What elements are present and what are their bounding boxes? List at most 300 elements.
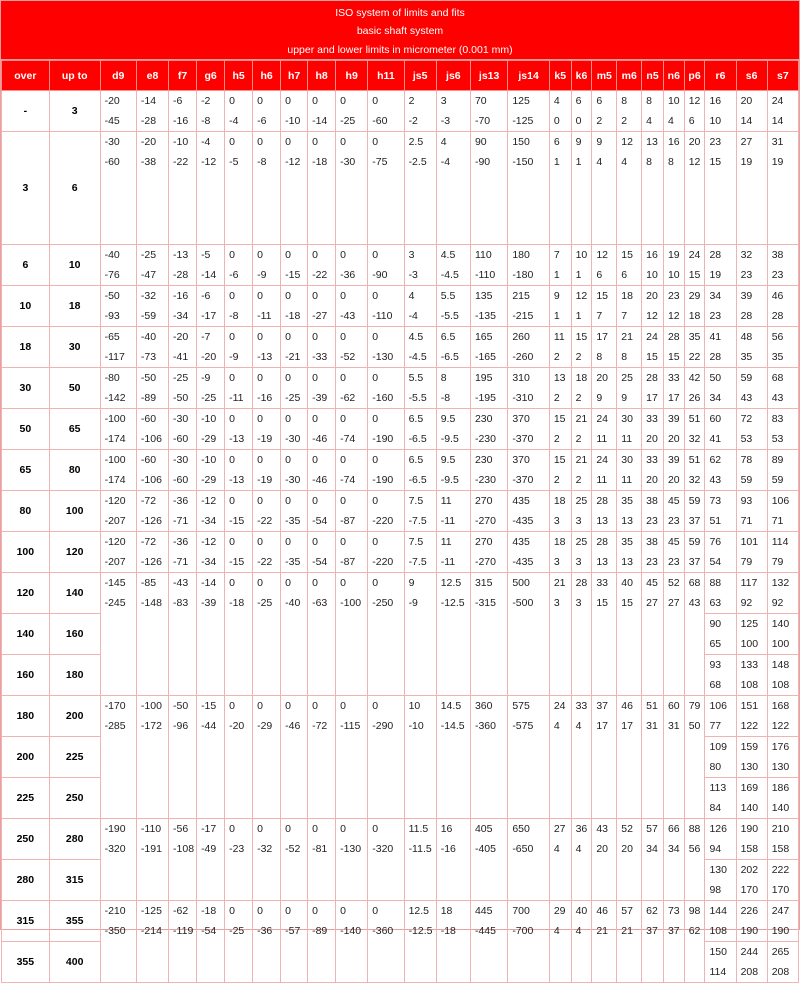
- upper-limit: -50: [140, 372, 157, 384]
- upper-limit: 405: [474, 823, 493, 835]
- cell-n6: [663, 450, 684, 491]
- upper-limit: 24: [596, 454, 609, 466]
- cell-f7: [169, 450, 197, 491]
- upper-limit: -170: [104, 700, 126, 712]
- upper-limit: 12: [575, 290, 588, 302]
- cell-js13: [470, 450, 507, 491]
- cell-h6: [253, 696, 281, 819]
- upper-limit: 15: [596, 290, 609, 302]
- lower-limit: 6: [621, 269, 628, 281]
- upper-limit: -14: [140, 95, 157, 107]
- cell-h8: [308, 245, 336, 286]
- cell-s6: [736, 860, 767, 901]
- upper-limit: 244: [740, 946, 759, 958]
- lower-limit: -3: [440, 115, 451, 127]
- lower-limit: 92: [771, 597, 784, 609]
- lower-limit: -12: [285, 156, 301, 168]
- lower-limit: 43: [709, 474, 722, 486]
- upper-limit: 148: [771, 659, 790, 671]
- size-up-to: 65: [49, 409, 100, 450]
- upper-limit: 10: [575, 249, 588, 261]
- upper-limit: 0: [372, 95, 379, 107]
- cell-m6: [617, 901, 642, 983]
- upper-limit: 0: [285, 536, 291, 548]
- lower-limit: 14: [740, 115, 753, 127]
- upper-limit: 0: [229, 536, 235, 548]
- upper-limit: -16: [173, 290, 189, 302]
- cell-r6: [705, 327, 736, 368]
- lower-limit: -46: [312, 433, 328, 445]
- lower-limit: -135: [474, 310, 496, 322]
- upper-limit: 0: [257, 290, 263, 302]
- size-over: 315: [2, 901, 50, 942]
- lower-limit: -270: [474, 515, 496, 527]
- cell-h8: [308, 532, 336, 573]
- lower-limit: 4: [667, 115, 674, 127]
- cell-h5: [225, 573, 253, 696]
- cell-h5: [225, 450, 253, 491]
- lower-limit: 1: [575, 156, 582, 168]
- size-over: -: [2, 91, 50, 132]
- upper-limit: 16: [709, 95, 722, 107]
- lower-limit: 62: [688, 925, 701, 937]
- lower-limit: 11: [621, 474, 633, 486]
- upper-limit: 126: [709, 823, 727, 835]
- lower-limit: 114: [709, 966, 727, 978]
- upper-limit: -13: [173, 249, 189, 261]
- cell-h6: [253, 132, 281, 245]
- cell-k6: [571, 327, 592, 368]
- cell-m5: [592, 573, 617, 696]
- lower-limit: 43: [740, 392, 753, 404]
- lower-limit: 190: [771, 925, 790, 937]
- upper-limit: 20: [646, 290, 658, 302]
- lower-limit: 23: [667, 515, 680, 527]
- size-up-to: 3: [49, 91, 100, 132]
- lower-limit: 37: [667, 925, 680, 937]
- cell-n6: [663, 286, 684, 327]
- cell-js5: [404, 450, 436, 491]
- cell-p6: [684, 450, 705, 491]
- cell-p6: [684, 573, 705, 696]
- col-header-up-to: up to: [49, 61, 100, 91]
- upper-limit: 140: [771, 618, 790, 630]
- lower-limit: -10: [285, 115, 301, 127]
- lower-limit: -29: [257, 720, 273, 732]
- table-title: [1, 1, 799, 60]
- lower-limit: -87: [340, 515, 356, 527]
- lower-limit: 15: [621, 597, 633, 609]
- cell-js13: [470, 286, 507, 327]
- cell-g6: [197, 368, 225, 409]
- lower-limit: 108: [771, 679, 790, 691]
- lower-limit: 4: [596, 156, 603, 168]
- lower-limit: -8: [201, 115, 211, 127]
- cell-r6: [705, 573, 736, 614]
- lower-limit: 9: [596, 392, 603, 404]
- upper-limit: 93: [709, 659, 722, 671]
- cell-m5: [592, 327, 617, 368]
- lower-limit: 8: [596, 351, 603, 363]
- lower-limit: 2: [575, 351, 582, 363]
- cell-js14: [508, 132, 550, 245]
- upper-limit: -2: [201, 95, 211, 107]
- lower-limit: 2: [596, 115, 603, 127]
- lower-limit: 28: [771, 310, 784, 322]
- cell-n6: [663, 409, 684, 450]
- col-header-h11: h11: [368, 61, 404, 91]
- upper-limit: 125: [740, 618, 759, 630]
- cell-m5: [592, 819, 617, 901]
- lower-limit: 23: [709, 310, 722, 322]
- upper-limit: 38: [646, 536, 658, 548]
- cell-p6: [684, 286, 705, 327]
- lower-limit: -18: [229, 597, 245, 609]
- cell-s7: [767, 245, 798, 286]
- upper-limit: 21: [621, 331, 633, 343]
- upper-limit: 265: [771, 946, 790, 958]
- upper-limit: -72: [140, 495, 157, 507]
- upper-limit: -60: [140, 413, 157, 425]
- upper-limit: 6.5: [408, 454, 424, 466]
- cell-js13: [470, 368, 507, 409]
- lower-limit: -142: [104, 392, 126, 404]
- cell-m6: [617, 573, 642, 696]
- lower-limit: -33: [312, 351, 328, 363]
- lower-limit: -54: [312, 515, 328, 527]
- upper-limit: 0: [340, 577, 346, 589]
- cell-js13: [470, 573, 507, 696]
- upper-limit: 29: [553, 905, 566, 917]
- cell-m5: [592, 91, 617, 132]
- upper-limit: 0: [312, 495, 318, 507]
- lower-limit: 4: [575, 720, 582, 732]
- cell-js5: [404, 368, 436, 409]
- upper-limit: 0: [340, 95, 346, 107]
- cell-f7: [169, 573, 197, 696]
- upper-limit: 98: [688, 905, 701, 917]
- lower-limit: -285: [104, 720, 126, 732]
- upper-limit: 60: [709, 413, 722, 425]
- upper-limit: -80: [104, 372, 120, 384]
- cell-js6: [436, 491, 470, 532]
- col-header-p6: p6: [684, 61, 705, 91]
- cell-s6: [736, 532, 767, 573]
- cell-js14: [508, 573, 550, 696]
- upper-limit: 0: [312, 454, 318, 466]
- cell-g6: [197, 327, 225, 368]
- cell-h5: [225, 368, 253, 409]
- cell-r6: [705, 450, 736, 491]
- cell-s6: [736, 450, 767, 491]
- cell-p6: [684, 409, 705, 450]
- upper-limit: 0: [257, 905, 263, 917]
- upper-limit: 35: [621, 495, 633, 507]
- lower-limit: -46: [285, 720, 301, 732]
- lower-limit: -245: [104, 597, 126, 609]
- upper-limit: 0: [340, 823, 346, 835]
- cell-h7: [281, 819, 308, 901]
- lower-limit: -14.5: [440, 720, 465, 732]
- lower-limit: -10: [408, 720, 424, 732]
- cell-k5: [549, 532, 571, 573]
- upper-limit: 32: [740, 249, 753, 261]
- cell-n6: [663, 91, 684, 132]
- lower-limit: 56: [688, 843, 701, 855]
- upper-limit: 310: [512, 372, 530, 384]
- size-over: 355: [2, 942, 50, 983]
- lower-limit: 22: [688, 351, 701, 363]
- upper-limit: 59: [688, 495, 701, 507]
- lower-limit: -215: [512, 310, 534, 322]
- lower-limit: -89: [312, 925, 328, 937]
- cell-g6: [197, 573, 225, 696]
- upper-limit: 4.5: [440, 249, 456, 261]
- lower-limit: 170: [740, 884, 759, 896]
- cell-s6: [736, 132, 767, 245]
- lower-limit: -22: [257, 515, 273, 527]
- cell-h6: [253, 327, 281, 368]
- upper-limit: 45: [646, 577, 658, 589]
- cell-m5: [592, 409, 617, 450]
- lower-limit: -35: [285, 556, 301, 568]
- upper-limit: 40: [575, 905, 588, 917]
- upper-limit: 9: [575, 136, 582, 148]
- cell-s7: [767, 696, 798, 737]
- lower-limit: 10: [709, 115, 722, 127]
- cell-f7: [169, 696, 197, 819]
- lower-limit: 37: [688, 556, 701, 568]
- lower-limit: 92: [740, 597, 753, 609]
- lower-limit: 3: [553, 556, 560, 568]
- upper-limit: 24: [688, 249, 701, 261]
- size-over: 65: [2, 450, 50, 491]
- upper-limit: 30: [621, 454, 633, 466]
- upper-limit: 59: [688, 536, 701, 548]
- lower-limit: -93: [104, 310, 120, 322]
- cell-n5: [642, 532, 664, 573]
- upper-limit: 25: [575, 536, 588, 548]
- upper-limit: -36: [173, 495, 189, 507]
- upper-limit: 93: [740, 495, 753, 507]
- lower-limit: -11: [440, 556, 456, 568]
- cell-h9: [336, 327, 368, 368]
- upper-limit: 144: [709, 905, 727, 917]
- cell-h9: [336, 245, 368, 286]
- cell-js13: [470, 491, 507, 532]
- lower-limit: -350: [104, 925, 126, 937]
- lower-limit: 1: [575, 269, 582, 281]
- col-header-over: over: [2, 61, 50, 91]
- upper-limit: 12.5: [440, 577, 462, 589]
- cell-s6: [736, 942, 767, 983]
- cell-js5: [404, 819, 436, 901]
- upper-limit: 0: [312, 331, 318, 343]
- lower-limit: -6: [229, 269, 239, 281]
- lower-limit: 11: [596, 433, 608, 445]
- cell-m6: [617, 491, 642, 532]
- size-over: 180: [2, 696, 50, 737]
- upper-limit: 89: [771, 454, 784, 466]
- upper-limit: -10: [201, 454, 217, 466]
- upper-limit: 0: [229, 905, 235, 917]
- cell-js6: [436, 819, 470, 901]
- size-over: 200: [2, 737, 50, 778]
- cell-js13: [470, 696, 507, 819]
- lower-limit: -30: [285, 474, 301, 486]
- upper-limit: 260: [512, 331, 530, 343]
- upper-limit: -30: [173, 454, 189, 466]
- cell-n6: [663, 491, 684, 532]
- upper-limit: -60: [140, 454, 157, 466]
- size-up-to: 180: [49, 655, 100, 696]
- lower-limit: -6.5: [408, 433, 427, 445]
- lower-limit: -22: [312, 269, 328, 281]
- cell-p6: [684, 368, 705, 409]
- cell-r6: [705, 91, 736, 132]
- cell-e8: [136, 491, 168, 532]
- lower-limit: -25: [257, 597, 273, 609]
- lower-limit: 130: [771, 761, 790, 773]
- size-up-to: 400: [49, 942, 100, 983]
- upper-limit: 24: [771, 95, 784, 107]
- cell-n5: [642, 901, 664, 983]
- lower-limit: -52: [340, 351, 356, 363]
- cell-js14: [508, 286, 550, 327]
- upper-limit: 0: [340, 413, 346, 425]
- upper-limit: 7: [553, 249, 560, 261]
- lower-limit: -174: [104, 474, 126, 486]
- cell-h8: [308, 132, 336, 245]
- upper-limit: 8: [646, 95, 652, 107]
- cell-js14: [508, 532, 550, 573]
- size-up-to: 355: [49, 901, 100, 942]
- cell-e8: [136, 532, 168, 573]
- upper-limit: 79: [688, 700, 701, 712]
- lower-limit: -110: [474, 269, 496, 281]
- lower-limit: -39: [312, 392, 328, 404]
- cell-h9: [336, 491, 368, 532]
- lower-limit: 12: [688, 156, 701, 168]
- upper-limit: 0: [372, 454, 379, 466]
- upper-limit: 50: [709, 372, 722, 384]
- col-header-k6: k6: [571, 61, 592, 91]
- lower-limit: 20: [667, 433, 680, 445]
- upper-limit: -20: [104, 95, 120, 107]
- cell-s7: [767, 132, 798, 245]
- upper-limit: 0: [372, 495, 379, 507]
- lower-limit: -106: [140, 433, 162, 445]
- lower-limit: 54: [709, 556, 722, 568]
- lower-limit: -25: [285, 392, 301, 404]
- lower-limit: -126: [140, 556, 162, 568]
- cell-s7: [767, 91, 798, 132]
- cell-s7: [767, 532, 798, 573]
- upper-limit: 0: [257, 454, 263, 466]
- cell-p6: [684, 491, 705, 532]
- lower-limit: -190: [372, 474, 394, 486]
- lower-limit: 4: [553, 843, 560, 855]
- cell-js13: [470, 132, 507, 245]
- upper-limit: 270: [474, 495, 493, 507]
- lower-limit: -214: [140, 925, 162, 937]
- cell-r6: [705, 614, 736, 655]
- upper-limit: 106: [771, 495, 790, 507]
- upper-limit: -100: [104, 413, 126, 425]
- lower-limit: 79: [740, 556, 753, 568]
- upper-limit: 12: [688, 95, 701, 107]
- cell-h11: [368, 132, 404, 245]
- lower-limit: 140: [771, 802, 790, 814]
- upper-limit: 0: [229, 413, 235, 425]
- size-over: 18: [2, 327, 50, 368]
- cell-k6: [571, 491, 592, 532]
- title-line-3: upper and lower limits in micrometer (0.001 mm): [287, 43, 513, 56]
- cell-g6: [197, 696, 225, 819]
- cell-s7: [767, 942, 798, 983]
- upper-limit: 0: [229, 95, 235, 107]
- upper-limit: 39: [740, 290, 753, 302]
- lower-limit: -6: [257, 115, 267, 127]
- lower-limit: 2: [621, 115, 628, 127]
- upper-limit: -6: [173, 95, 183, 107]
- upper-limit: -17: [201, 823, 217, 835]
- lower-limit: 37: [646, 925, 658, 937]
- cell-h5: [225, 491, 253, 532]
- lower-limit: -29: [201, 433, 217, 445]
- upper-limit: 0: [229, 136, 235, 148]
- lower-limit: -5.5: [408, 392, 427, 404]
- lower-limit: 23: [667, 556, 680, 568]
- cell-js14: [508, 245, 550, 286]
- cell-h6: [253, 901, 281, 983]
- cell-s6: [736, 696, 767, 737]
- lower-limit: -575: [512, 720, 534, 732]
- upper-limit: 5.5: [408, 372, 424, 384]
- cell-js14: [508, 368, 550, 409]
- upper-limit: 14.5: [440, 700, 462, 712]
- lower-limit: -23: [229, 843, 245, 855]
- lower-limit: -360: [372, 925, 394, 937]
- cell-k6: [571, 245, 592, 286]
- upper-limit: 12: [596, 249, 609, 261]
- lower-limit: -11: [229, 392, 244, 404]
- upper-limit: 3: [440, 95, 447, 107]
- upper-limit: -12: [201, 536, 217, 548]
- cell-js5: [404, 696, 436, 819]
- cell-n6: [663, 573, 684, 696]
- upper-limit: 0: [312, 136, 318, 148]
- lower-limit: -2: [408, 115, 418, 127]
- lower-limit: -14: [201, 269, 217, 281]
- cell-p6: [684, 132, 705, 245]
- cell-js6: [436, 901, 470, 983]
- lower-limit: -16: [257, 392, 273, 404]
- size-over: 6: [2, 245, 50, 286]
- upper-limit: -50: [173, 700, 189, 712]
- lower-limit: -60: [372, 115, 388, 127]
- table-row: [2, 573, 799, 614]
- lower-limit: 122: [740, 720, 759, 732]
- upper-limit: 18: [621, 290, 633, 302]
- size-over: 225: [2, 778, 50, 819]
- lower-limit: 15: [667, 351, 680, 363]
- cell-p6: [684, 819, 705, 901]
- cell-m6: [617, 450, 642, 491]
- cell-r6: [705, 696, 736, 737]
- upper-limit: 51: [646, 700, 658, 712]
- upper-limit: 435: [512, 536, 530, 548]
